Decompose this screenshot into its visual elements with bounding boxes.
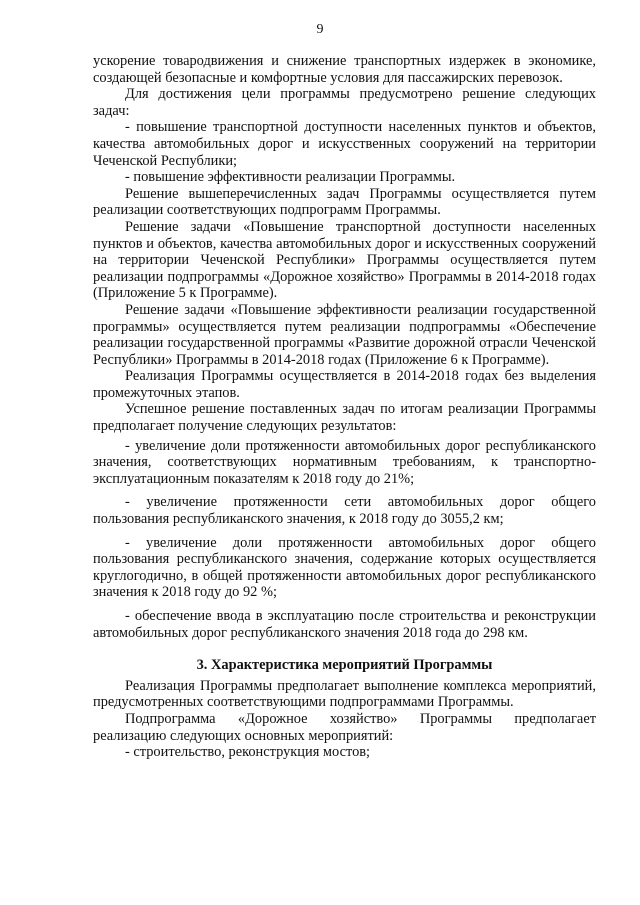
list-item: - увеличение доли протяженности автомобильных дорог республиканского значения, соответствующих нормативным требованиям, к транспортно-эксплуатационным показателям к 2018 году до 21%;	[93, 437, 596, 487]
paragraph: Реализация Программы предполагает выполнение комплекса мероприятий, предусмотренных соответствующими подпрограммами Программы.	[93, 677, 596, 711]
page-number: 9	[316, 22, 324, 37]
list-item: - повышение транспортной доступности населенных пунктов и объектов, качества автомобильных дорог и искусственных сооружений на территории Чеченской Республики;	[93, 119, 596, 169]
list-item: - увеличение протяженности сети автомобильных дорог общего пользования республиканского значения, к 2018 году до 3055,2 км;	[93, 494, 596, 528]
paragraph: Для достижения цели программы предусмотрено решение следующих задач:	[93, 86, 596, 119]
paragraph: Успешное решение поставленных задач по итогам реализации Программы предполагает получение следующих результатов:	[93, 401, 596, 435]
paragraph: Решение задачи «Повышение транспортной доступности населенных пунктов и объектов, качества автомобильных дорог и искусственных сооружений на территории Чеченской Республики» Программы осуществляется путем реализации подпрограммы «Дорожное хозяйство» Программы в 2014-2018 годах (Приложение 5 к Программе).	[93, 218, 596, 302]
paragraph: Решение вышеперечисленных задач Программы осуществляется путем реализации соответствующих подпрограмм Программы.	[93, 185, 596, 219]
paragraph: Решение задачи «Повышение эффективности реализации государственной программы» осуществляется путем реализации подпрограммы «Обеспечение реализации государственной программы «Развитие дорожной отрасли Чеченской Республики» Программы в 2014-2018 годах (Приложение 6 к Программе).	[93, 301, 596, 368]
list-item: - повышение эффективности реализации Программы.	[125, 169, 456, 186]
paragraph: Реализация Программы осуществляется в 2014-2018 годах без выделения промежуточных этапов.	[93, 368, 596, 401]
paragraph: ускорение товародвижения и снижение транспортных издержек в экономике, создающей безопасные и комфортные условия для пассажирских перевозок.	[93, 53, 596, 86]
section-heading: 3. Характеристика мероприятий Программы	[196, 657, 493, 674]
document-body	[93, 53, 596, 761]
list-item: - обеспечение ввода в эксплуатацию после строительства и реконструкции автомобильных дорог республиканского значения 2018 года до 298 км.	[93, 608, 596, 641]
list-item: - увеличение доли протяженности автомобильных дорог общего пользования республиканского значения, содержание которых осуществляется круглогодично, в общей протяженности автомобильных дорог республиканского значения к 2018 году до 92 %;	[93, 534, 596, 601]
list-item: - строительство, реконструкция мостов;	[125, 744, 371, 761]
paragraph: Подпрограмма «Дорожное хозяйство» Программы предполагает реализацию следующих основных мероприятий:	[93, 710, 596, 744]
